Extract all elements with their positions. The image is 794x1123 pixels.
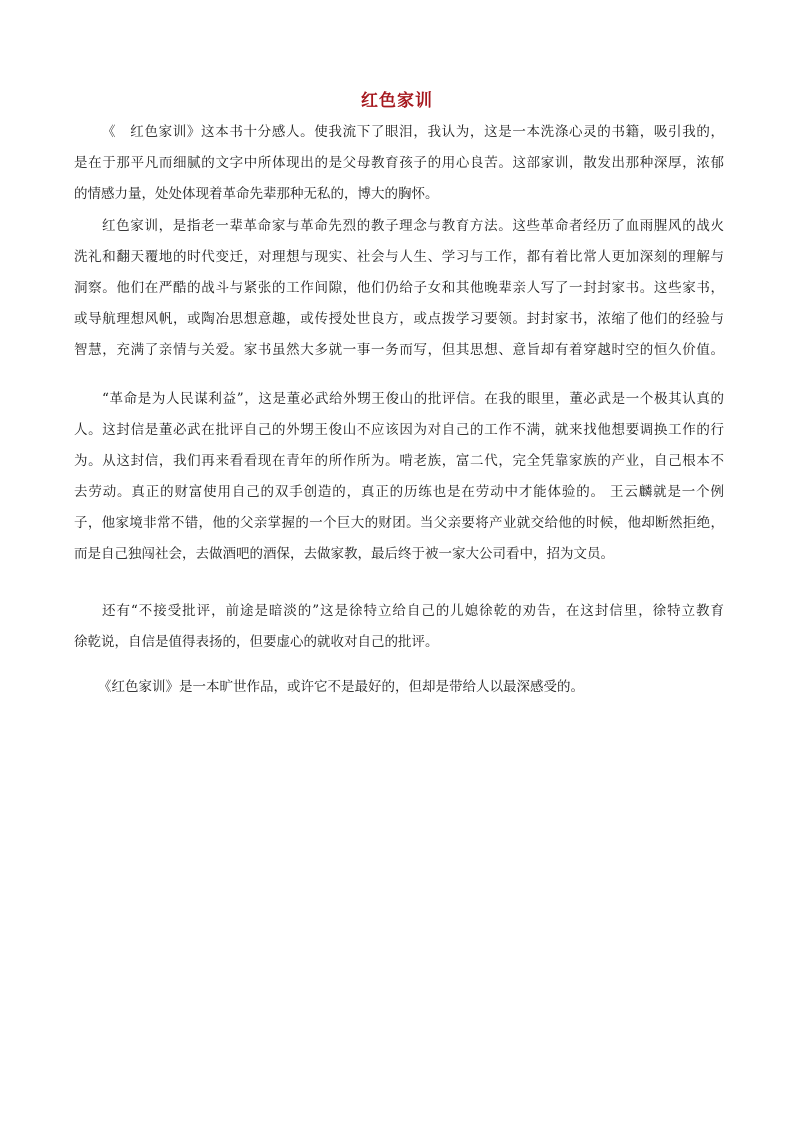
paragraph-3 [74,384,724,570]
paragraph-line: 或导航理想风帆，或陶冶思想意趣，或传授处世良方，或点拨学习要领。封封家书，浓缩了他们的经验与 [74,311,724,327]
paragraph-line: 还有“不接受批评，前途是暗淡的”这是徐特立给自己的儿媳徐乾的劝告，在这封信里，徐特立教育 [102,603,724,619]
paragraph-5 [74,672,724,703]
document-title: 红色家训 [361,91,433,111]
paragraph-line: 的情感力量，处处体现着革命先辈那种无私的，博大的胸怀。 [74,186,439,202]
paragraph-line: 子，他家境非常不错，他的父亲掌握的一个巨大的财团。当父亲要将产业就交给他的时候，他却断然拒绝， [74,515,724,531]
paragraph-line: “革命是为人民谋利益”，这是董必武给外甥王俊山的批评信。在我的眼里，董必武是一个极其认真的 [102,391,724,407]
paragraph-line: 智慧，充满了亲情与关爱。家书虽然大多就一事一务而写，但其思想、意旨却有着穿越时空的恒久价值。 [74,342,724,358]
paragraph-2 [74,211,724,366]
paragraph-1 [74,117,724,210]
paragraph-line: 而是自己独闯社会，去做酒吧的酒保，去做家教，最后终于被一家大公司看中，招为文员。 [74,546,614,562]
paragraph-line: 红色家训，是指老一辈革命家与革命先烈的教子理念与教育方法。这些革命者经历了血雨腥风的战火 [102,218,724,234]
paragraph-line: 《红色家训》是一本旷世作品，或许它不是最好的，但却是带给人以最深感受的。 [98,679,584,695]
paragraph-line: 是在于那平凡而细腻的文字中所体现出的是父母教育孩子的用心良苦。这部家训，散发出那种深厚，浓郁 [74,155,724,171]
paragraph-line: 去劳动。真正的财富使用自己的双手创造的，真正的历练也是在劳动中才能体验的。 王云麟就是一个例 [74,484,724,500]
paragraph-4 [74,596,724,658]
paragraph-line: 徐乾说，自信是值得表扬的，但要虚心的就收对自己的批评。 [74,634,439,650]
paragraph-line: 《 红色家训》这本书十分感人。使我流下了眼泪，我认为，这是一本洗涤心灵的书籍，吸引我的， [102,124,724,140]
paragraph-line: 为。从这封信，我们再来看看现在青年的所作所为。啃老族，富二代，完全凭靠家族的产业，自己根本不 [74,453,724,469]
paragraph-line: 洞察。他们在严酷的战斗与紧张的工作间隙，他们仍给子女和其他晚辈亲人写了一封封家书。这些家书， [74,280,724,296]
paragraph-line: 人。这封信是董必武在批评自己的外甥王俊山不应该因为对自己的工作不满，就来找他想要调换工作的行 [74,422,724,438]
paragraph-line: 洗礼和翻天覆地的时代变迁，对理想与现实、社会与人生、学习与工作，都有着比常人更加深刻的理解与 [74,249,724,265]
